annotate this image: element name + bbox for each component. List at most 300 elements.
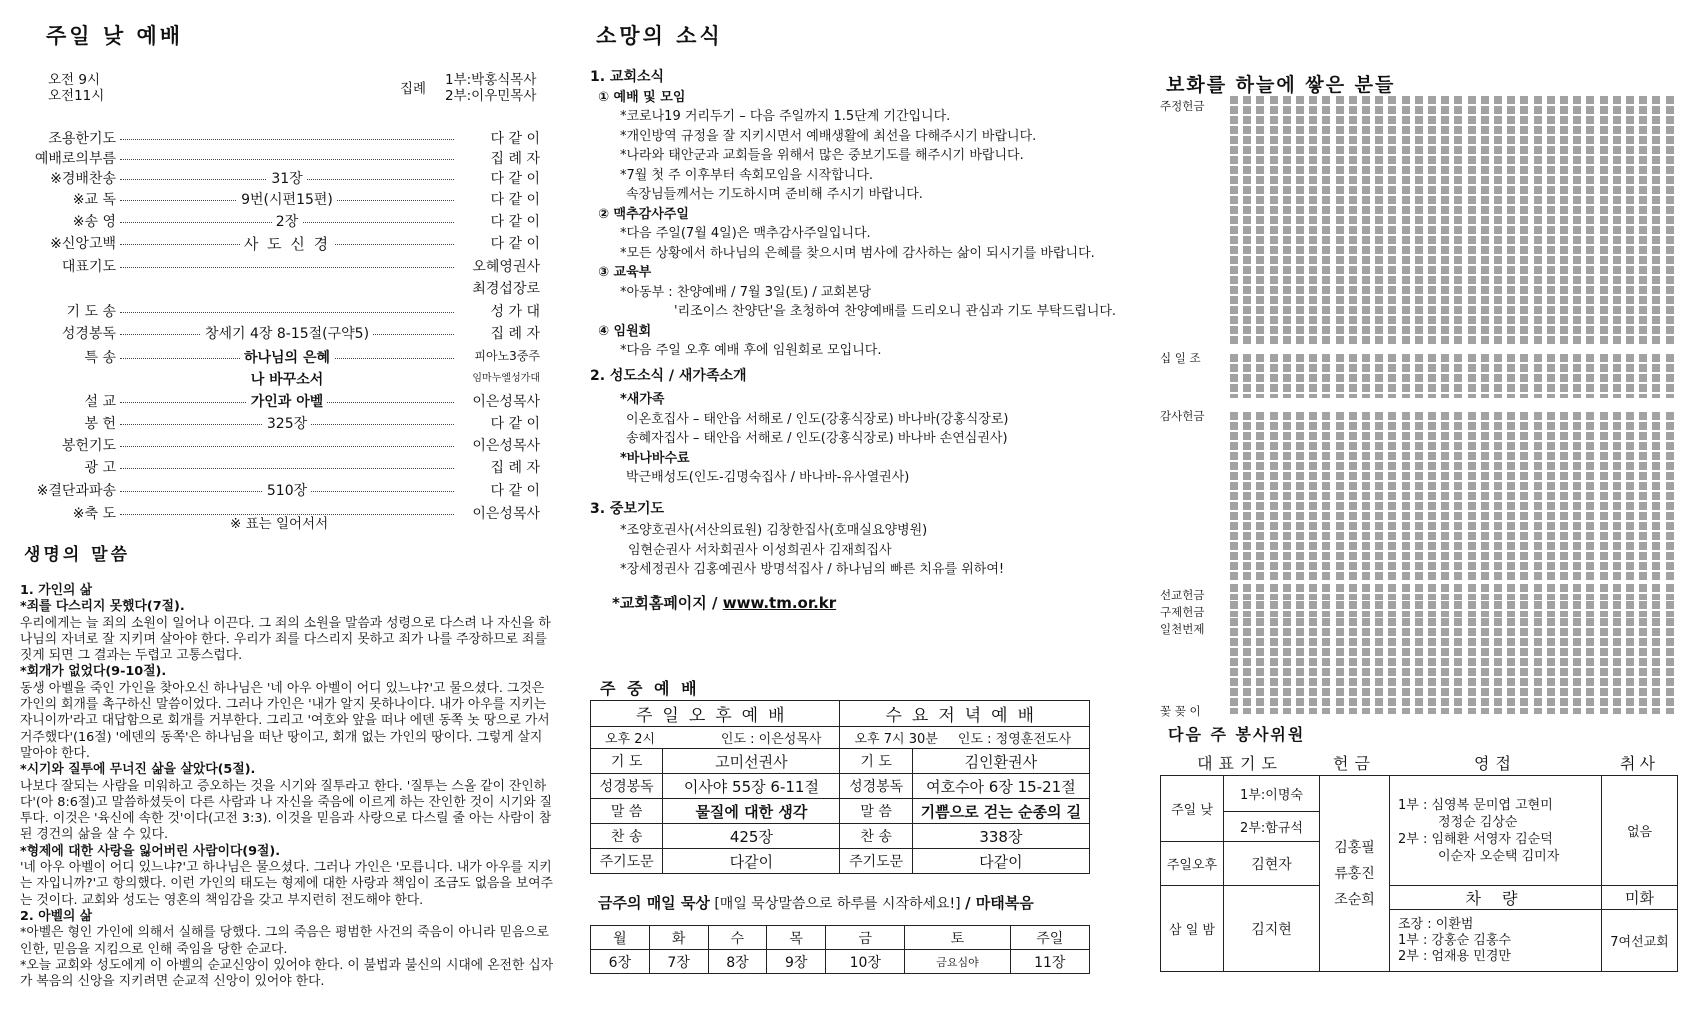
daily-devotion-table: [590, 925, 1090, 974]
order-label: 기 도 송: [66, 304, 116, 320]
offering-names-column: [1415, 698, 1423, 714]
offering-names-column: [1415, 584, 1423, 600]
offering-names-column: [1454, 96, 1462, 346]
offer-name: 김홍필: [1334, 839, 1375, 856]
offering-names-column: [1547, 354, 1555, 398]
offering-names-column: [1309, 698, 1317, 714]
weekday-value: 425장: [663, 824, 840, 849]
news-body: [590, 68, 1130, 613]
offering-names-column: [1639, 601, 1647, 617]
day-cell: 주일: [1010, 926, 1089, 950]
offering-names-column: [1573, 698, 1581, 714]
weekday-row: [591, 824, 1090, 849]
offering-names-column: [1613, 354, 1621, 398]
order-row: [20, 278, 540, 300]
order-item: 9번(시편15편): [237, 192, 337, 208]
offering-names-column: [1375, 698, 1383, 714]
worship-title: 주일 낮 예배: [46, 24, 184, 48]
offering-names-column: [1560, 618, 1568, 696]
offering-names-column: [1296, 96, 1304, 346]
offering-names-column: [1256, 412, 1264, 581]
offering-names-column: [1362, 354, 1370, 398]
offering-names-column: [1362, 96, 1370, 346]
offering-names-column: [1534, 96, 1542, 346]
offering-names-column: [1652, 601, 1660, 617]
weekday-value: 여호수아 6장 15-21절: [912, 774, 1089, 799]
flower-title: 미화: [1602, 886, 1678, 910]
offering-names-column: [1270, 96, 1278, 346]
offering-names-column: [1322, 618, 1330, 696]
offering-names-column: [1468, 412, 1476, 581]
offering-names-column: [1362, 618, 1370, 696]
offering-names-column: [1547, 698, 1555, 714]
sermon-heading: *죄를 다스리지 못했다(7절).: [20, 599, 185, 615]
offering-names-column: [1388, 601, 1396, 617]
offering-names-column: [1415, 412, 1423, 581]
daily-book: / 마태복음: [965, 894, 1034, 912]
day-cell: 월: [591, 926, 650, 950]
lead-1: 1부:박홍식목사: [445, 72, 537, 88]
order-leader: 다 같 이: [490, 192, 540, 208]
offering-names-column: [1586, 96, 1594, 346]
offering-names-column: [1600, 698, 1608, 714]
weekday-row: [591, 774, 1090, 799]
order-item: 31장: [267, 171, 306, 187]
offering-names-column: [1560, 354, 1568, 398]
news-line: 임현순권사 서차회권사 이성희권사 김재희집사: [628, 542, 892, 558]
offering-names-column: [1296, 618, 1304, 696]
offering-names-column: [1441, 96, 1449, 346]
offering-names-column: [1243, 412, 1251, 581]
offering-names-column: [1507, 698, 1515, 714]
weekday-label: 기 도: [591, 749, 663, 774]
order-leader: 다 같 이: [490, 214, 540, 230]
news-line: '리조이스 찬양단'을 초청하여 찬양예배를 드리오니 관심과 기도 부탁드립니다.: [674, 304, 1117, 319]
offering-names-column: [1573, 96, 1581, 346]
offering-category: 감사헌금: [1160, 409, 1205, 423]
offering-names-column: [1600, 354, 1608, 398]
order-leader: 다 같 이: [490, 416, 540, 432]
offering-names: [1320, 776, 1390, 972]
offering-names-column: [1349, 584, 1357, 600]
order-leader: 다 같 이: [490, 483, 540, 499]
homepage-label: *교회홈페이지 /: [612, 593, 718, 612]
offering-names-column: [1468, 96, 1476, 346]
order-row: [20, 435, 540, 457]
order-leader: 임마누엘성가대: [472, 373, 540, 384]
weekday-value: 물질에 대한 생각: [663, 799, 840, 824]
offering-names-column: [1270, 584, 1278, 600]
offering-names-column: [1428, 618, 1436, 696]
barnabas-heading: *바나바수료: [620, 450, 690, 466]
offering-names-column: [1613, 698, 1621, 714]
weekday-value: 김인환권사: [912, 749, 1089, 774]
greet-line: 정정순 김상순: [1438, 814, 1518, 830]
sermon-paragraph: 동생 아벨을 죽인 가인을 찾아오신 하나님은 '네 아우 아벨이 어디 있느냐?'고 물으셨다. 그것은 가인의 회개를 촉구하신 말씀이었다. 그러나 가인은 '내가 알지 못하나이다. 내가 아우를 지키는 자니이까'라고 대답함으로 회개를 거부한다. 그리고 '여호와 앞을 떠나 에덴 동쪽 놋 땅으로 가서 거주했다'(16절) '에덴의 동쪽'은 하나님을 떠난 땅이고, 회개 없는 가인의 땅이다. 그렇게 살지 말아야 한다.: [20, 680, 550, 761]
offering-names-column: [1441, 412, 1449, 581]
weekday-value: 이사야 55장 6-11절: [663, 774, 840, 799]
thanksgiving-heading: ② 맥추감사주일: [598, 206, 689, 222]
weekday-title: 주 중 예 배: [600, 679, 700, 698]
offering-names-column: [1230, 354, 1238, 398]
weekday-value: 다같이: [912, 849, 1089, 874]
service-table: [1160, 750, 1678, 972]
sermon-heading: *시기와 질투에 무너진 삶을 살았다(5절).: [20, 762, 256, 778]
weekday-label: 주기도문: [840, 849, 912, 874]
offering-names-column: [1402, 584, 1410, 600]
order-item: 사 도 신 경: [240, 235, 334, 253]
day-cell: 금: [826, 926, 905, 950]
offer-name: 류홍진: [1334, 865, 1375, 882]
offering-names-column: [1547, 412, 1555, 581]
offering-names-column: [1613, 601, 1621, 617]
offering-names-column: [1243, 354, 1251, 398]
time-1: 오전 9시: [48, 72, 101, 88]
order-label: ※송 영: [72, 214, 116, 230]
leader-dots: [120, 159, 454, 160]
greeters: [1390, 776, 1602, 886]
offering-names-column: [1626, 698, 1634, 714]
offering-names-column: [1428, 412, 1436, 581]
weekday-value: 다같이: [663, 849, 840, 874]
offering-names-column: [1270, 618, 1278, 696]
offering-names-column: [1283, 618, 1291, 696]
daily-subtitle: [매일 묵상말씀으로 하루를 시작하세요!]: [714, 896, 961, 912]
day-cell: 수: [708, 926, 767, 950]
sunday-prayer-1: 1부:이명숙: [1224, 776, 1320, 812]
offering-names-column: [1454, 618, 1462, 696]
order-row: [20, 480, 540, 502]
order-leader: 이은성목사: [472, 438, 540, 454]
offering-names-column: [1573, 601, 1581, 617]
order-label: 조용한기도: [48, 131, 116, 147]
order-row: [20, 189, 540, 211]
offering-names-column: [1349, 698, 1357, 714]
offering-names-column: [1600, 584, 1608, 600]
order-item: 나 바꾸소서: [247, 372, 328, 388]
offering-names-column: [1652, 698, 1660, 714]
offering-names-column: [1309, 618, 1317, 696]
col-cook: 취사: [1620, 754, 1659, 773]
offering-names-column: [1322, 698, 1330, 714]
offering-names-column: [1322, 96, 1330, 346]
standing-note: ※ 표는 일어서서: [230, 516, 329, 532]
offering-names-column: [1428, 698, 1436, 714]
order-row: [20, 168, 540, 190]
member-news-heading: 2. 성도소식 / 새가족소개: [590, 367, 747, 384]
offering-names-column: [1243, 698, 1251, 714]
order-label: 봉헌기도: [61, 438, 116, 454]
offering-names-column: [1362, 698, 1370, 714]
offering-names-column: [1309, 412, 1317, 581]
offering-names-column: [1666, 601, 1674, 617]
sermon-heading: *회개가 없었다(9-10절).: [20, 664, 167, 680]
row-afternoon-label: 주일오후: [1161, 842, 1224, 886]
col-greet: 영접: [1474, 754, 1517, 773]
offering-names-column: [1402, 618, 1410, 696]
news-line: *모든 상황에서 하나님의 은혜를 찾으시며 범사에 감사하는 삶이 되시기를 바랍니다.: [620, 245, 1095, 261]
day-cell: 목: [767, 926, 826, 950]
order-leader: 성 가 대: [490, 304, 540, 320]
offering-names-column: [1586, 584, 1594, 600]
offering-names-column: [1560, 96, 1568, 346]
news-line: *아동부 : 찬양예배 / 7월 3일(토) / 교회본당: [620, 284, 872, 300]
daily-devotion-header: [598, 892, 1034, 913]
offering-names-column: [1362, 601, 1370, 617]
offering-names-column: [1639, 618, 1647, 696]
offering-names-column: [1613, 584, 1621, 600]
wed-pm-time: 오후 7시 30분: [854, 732, 938, 747]
offering-names-column: [1586, 618, 1594, 696]
offering-names-column: [1349, 96, 1357, 346]
lead-2: 2부:이우민목사: [445, 88, 537, 104]
offering-names-column: [1309, 584, 1317, 600]
weekday-value: 338장: [912, 824, 1089, 849]
greet-line: 1부 : 심영복 문미엽 고현미: [1398, 797, 1553, 813]
sermon-paragraph: '네 아우 아벨이 어디 있느냐?'고 하나님은 물으셨다. 그러나 가인은 '모릅니다. 내가 아우를 지키는 자입니까?'고 항의했다. 이런 가인의 태도는 형제에 대한 사랑과 책임이 조금도 없음을 보여주는 것이다. 교회와 성도는 영혼의 책임감을 갖고 부지런히 전도해야 한다.: [20, 860, 553, 908]
order-row: [20, 413, 540, 435]
order-label: ※결단과파송: [36, 483, 116, 499]
offering-names-column: [1626, 618, 1634, 696]
offering-names-column: [1375, 96, 1383, 346]
order-leader: 이은성목사: [472, 394, 540, 410]
weekday-label: 말 씀: [840, 799, 912, 824]
offering-names-column: [1230, 584, 1238, 600]
offering-names-column: [1283, 412, 1291, 581]
offering-names-column: [1613, 618, 1621, 696]
offering-names-column: [1256, 601, 1264, 617]
offering-names-column: [1586, 698, 1594, 714]
weekday-value: 고미선권사: [663, 749, 840, 774]
offering-names-column: [1481, 354, 1489, 398]
chapter-cell: 11장: [1010, 950, 1089, 974]
offering-names-column: [1481, 698, 1489, 714]
offering-names-column: [1388, 584, 1396, 600]
news-line: 속장님들께서는 기도하시며 준비해 주시기 바랍니다.: [626, 187, 923, 202]
order-row: [20, 148, 540, 170]
offering-names-column: [1428, 96, 1436, 346]
news-line: *장세정권사 김홍예권사 방명석집사 / 하나님의 빠른 치유를 위하여!: [620, 562, 1005, 577]
offering-names-column: [1309, 601, 1317, 617]
offering-names-column: [1375, 584, 1383, 600]
offering-names-column: [1283, 584, 1291, 600]
offering-names-column: [1520, 698, 1528, 714]
offering-names-column: [1586, 601, 1594, 617]
offering-names-column: [1507, 354, 1515, 398]
offering-names-column: [1256, 698, 1264, 714]
order-of-service: [20, 128, 540, 522]
church-news-heading: 1. 교회소식: [590, 69, 665, 85]
offering-names-column: [1494, 584, 1502, 600]
order-row: [20, 347, 540, 369]
sermon-paragraph: 나보다 잘되는 사람을 미워하고 증오하는 것을 시기와 질투라고 한다. '질투는 스올 같이 잔인하다'(아 8:6절)고 말씀하셨듯이 다른 사람과 나 자신을 죽음에 이르게 하는 잔인한 것이 시기와 질투다. 이것은 '육신에 속한 것'이다(고전 3:3). 이것을 믿음과 사랑으로 다스릴 줄 아는 사람이 참된 경건의 삶을 살 수 있다.: [20, 778, 553, 843]
offering-names-column: [1362, 412, 1370, 581]
weekday-row: [591, 849, 1090, 874]
offering-names-column: [1388, 698, 1396, 714]
offering-category: 십 일 조: [1160, 351, 1201, 365]
offering-names-column: [1560, 412, 1568, 581]
offering-names-column: [1534, 698, 1542, 714]
offering-names-column: [1666, 96, 1674, 346]
chapter-cell: 8장: [708, 950, 767, 974]
offering-names-column: [1402, 601, 1410, 617]
offering-names-column: [1494, 354, 1502, 398]
offering-names-column: [1507, 601, 1515, 617]
order-leader: 최경섭장로: [472, 281, 540, 297]
offering-names-column: [1494, 698, 1502, 714]
offering-names-column: [1375, 354, 1383, 398]
order-leader: 집 례 자: [490, 151, 540, 167]
offering-names-column: [1454, 354, 1462, 398]
offering-names-column: [1402, 96, 1410, 346]
order-leader: 오혜영권사: [472, 259, 540, 275]
offering-names-column: [1520, 354, 1528, 398]
car-line: 조장 : 이환범: [1398, 916, 1474, 932]
wed-pm-title: 수요저녁예배: [840, 701, 1090, 727]
sermon-paragraph: *오늘 교회와 성도에게 이 아벨의 순교신앙이 있어야 한다. 이 불법과 불신의 시대에 온전한 십자가 복음의 신앙을 지키려면 순교적 신앙이 있어야 한다.: [20, 957, 554, 990]
offering-names-column: [1270, 354, 1278, 398]
leader-dots: [120, 139, 454, 140]
offering-names-column: [1336, 354, 1344, 398]
offering-names-column: [1573, 354, 1581, 398]
offering-names-column: [1547, 96, 1555, 346]
weekday-label: 주기도문: [591, 849, 663, 874]
offering-names-column: [1520, 618, 1528, 696]
offering-names-column: [1639, 96, 1647, 346]
offering-names-column: [1349, 601, 1357, 617]
news-line: *다음 주일 오후 예배 후에 임원회로 모입니다.: [620, 343, 882, 358]
offering-names-column: [1639, 354, 1647, 398]
wed-pm-lead: 인도 : 정영훈전도사: [957, 732, 1071, 747]
leader-dots: [120, 267, 454, 268]
order-item: 325장: [263, 416, 311, 432]
offering-names-column: [1613, 96, 1621, 346]
offering-names-column: [1507, 584, 1515, 600]
weekday-worship-table: [590, 700, 1090, 874]
leader-dots: [120, 446, 454, 447]
leader-dots: [120, 468, 454, 469]
offering-names-column: [1230, 412, 1238, 581]
order-leader: 집 례 자: [490, 326, 540, 342]
offering-names-column: [1454, 412, 1462, 581]
offering-title: 보화를 하늘에 쌓은 분들: [1166, 74, 1396, 96]
offering-names-column: [1243, 601, 1251, 617]
offering-names-column: [1256, 618, 1264, 696]
offering-category: 꽃 꽂 이: [1160, 704, 1201, 718]
offering-names-column: [1666, 354, 1674, 398]
sunday-pm-time: 오후 2시: [605, 732, 656, 747]
offering-names-column: [1626, 584, 1634, 600]
offering-names-column: [1336, 96, 1344, 346]
offering-names-column: [1454, 698, 1462, 714]
order-item: 510장: [263, 483, 311, 499]
news-line: *조양호권사(서산의료원) 김창한집사(호매실요양병원): [620, 523, 928, 538]
offering-names-column: [1481, 412, 1489, 581]
offering-names-column: [1520, 412, 1528, 581]
offering-names-column: [1349, 354, 1357, 398]
offering-names-column: [1388, 96, 1396, 346]
offering-names-column: [1415, 354, 1423, 398]
prayer-heading: 3. 중보기도: [590, 500, 665, 517]
offering-names-column: [1560, 698, 1568, 714]
offering-names-column: [1349, 618, 1357, 696]
offering-names-column: [1639, 584, 1647, 600]
wed-prayer: 김지현: [1224, 886, 1320, 972]
offering-names-column: [1322, 584, 1330, 600]
offering-category: 구제헌금: [1160, 605, 1205, 619]
offering-names-column: [1507, 96, 1515, 346]
order-row: [20, 256, 540, 278]
cook-sunday: 없음: [1602, 776, 1678, 886]
order-label: ※경배찬송: [50, 171, 116, 187]
order-item: 가인과 아벨: [247, 394, 328, 410]
offering-names-column: [1573, 618, 1581, 696]
homepage-link[interactable]: www.tm.or.kr: [722, 593, 837, 612]
offering-names-column: [1256, 354, 1264, 398]
offering-names-column: [1270, 698, 1278, 714]
news-line: *나라와 태안군과 교회들을 위해서 많은 중보기도를 해주시기 바랍니다.: [620, 148, 1024, 163]
education-heading: ③ 교육부: [598, 265, 652, 280]
offering-names-column: [1388, 618, 1396, 696]
offering-names-column: [1626, 412, 1634, 581]
order-label: 성경봉독: [61, 326, 116, 342]
order-row: [20, 128, 540, 150]
offering-names-column: [1428, 354, 1436, 398]
offering-category: 일천번제: [1160, 622, 1205, 636]
offering-names-column: [1547, 618, 1555, 696]
order-leader: 이은성목사: [472, 506, 540, 522]
weekday-label: 성경봉독: [591, 774, 663, 799]
offering-names-column: [1270, 601, 1278, 617]
offering-names-column: [1296, 584, 1304, 600]
offering-names-column: [1652, 584, 1660, 600]
weekday-label: 기 도: [840, 749, 912, 774]
chapter-cell: 9장: [767, 950, 826, 974]
chapter-cell: 10장: [826, 950, 905, 974]
offering-names-column: [1626, 601, 1634, 617]
offering-names-column: [1388, 354, 1396, 398]
offering-names-column: [1652, 618, 1660, 696]
offering-names-column: [1243, 584, 1251, 600]
sunday-pm-title: 주일오후예배: [591, 701, 840, 727]
offering-names-column: [1494, 412, 1502, 581]
sermon-heading: *형제에 대한 사랑을 잃어버린 사람이다(9절).: [20, 843, 281, 859]
offering-names-column: [1481, 96, 1489, 346]
offering-names-column: [1375, 601, 1383, 617]
offering-names-column: [1402, 698, 1410, 714]
offering-names-column: [1573, 412, 1581, 581]
sunday-prayer-2: 2부:함규석: [1224, 812, 1320, 842]
car-line: 1부 : 강홍순 김홍수: [1398, 932, 1511, 948]
order-item: 창세기 4장 8-15절(구약5): [201, 326, 373, 342]
weekday-row: [591, 749, 1090, 774]
leader-dots: [120, 312, 454, 313]
order-row: [20, 301, 540, 323]
offering-names-column: [1309, 96, 1317, 346]
offering-names-column: [1441, 698, 1449, 714]
order-row: [20, 391, 540, 413]
new-family-heading: *새가족: [620, 392, 665, 407]
offering-list: [1160, 96, 1680, 716]
offering-names-column: [1600, 618, 1608, 696]
offering-names-column: [1230, 601, 1238, 617]
offering-names-column: [1639, 698, 1647, 714]
news-line: 박근배성도(인도-김명숙집사 / 바나바-유사열권사): [626, 470, 910, 485]
order-leader: 피아노3중주: [474, 349, 540, 363]
offering-category: 주정헌금: [1160, 99, 1205, 113]
offering-names-column: [1256, 584, 1264, 600]
offering-names-column: [1454, 601, 1462, 617]
